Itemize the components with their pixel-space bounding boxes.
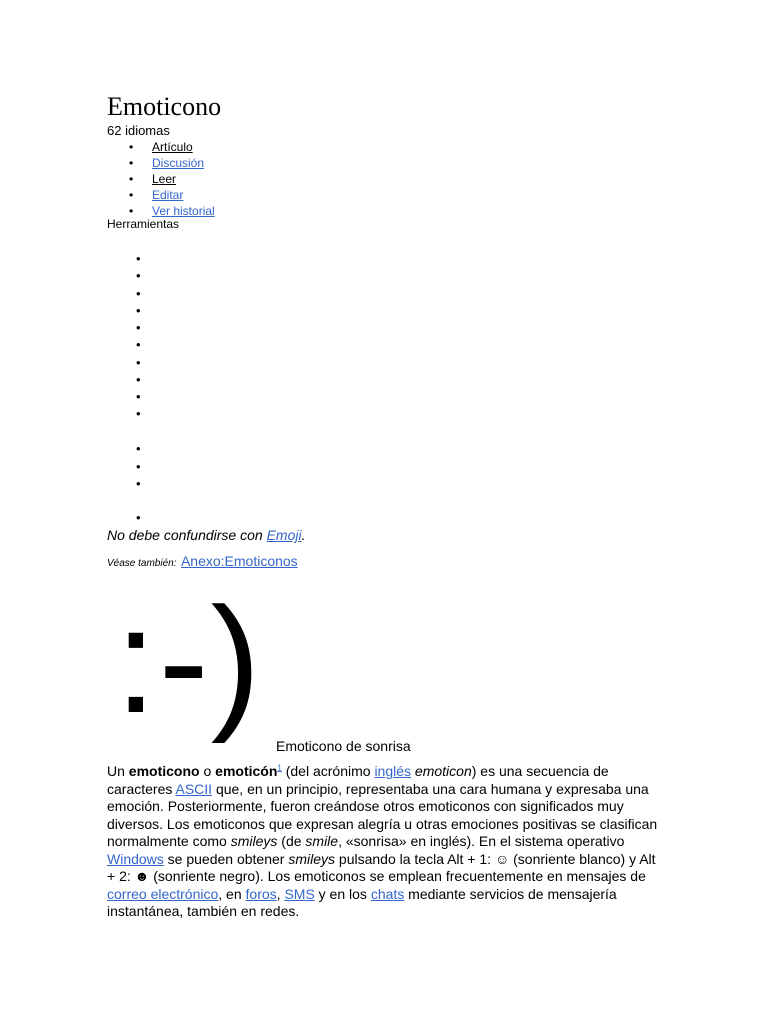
forums-link[interactable]: foros bbox=[245, 885, 277, 902]
text: que, en un principio, representaba una cara humana y expresaba una emoción. Posteriormente, fueron creándose otros emoticonos con significados muy diversos. Los emoticonos que expresan alegría u otras emociones positivas se clasifican normalmente como bbox=[107, 780, 658, 849]
tools-list-item: • bbox=[136, 286, 141, 301]
tab-edit bbox=[107, 187, 215, 203]
hatnote-suffix: . bbox=[301, 527, 306, 543]
tab-discussion-link[interactable]: Discusión bbox=[152, 156, 205, 170]
tools-menu[interactable]: Herramientas bbox=[107, 217, 180, 231]
tools-list-item: • bbox=[136, 303, 141, 318]
text: (del acrónimo bbox=[281, 763, 375, 779]
page-title: Emoticono bbox=[107, 92, 222, 121]
tools-list-item: • bbox=[136, 337, 141, 352]
see-also-link[interactable]: Anexo:Emoticonos bbox=[180, 553, 298, 569]
see-also-label: Véase también: bbox=[107, 558, 177, 569]
text: , bbox=[276, 885, 285, 902]
tab-edit-link[interactable]: Editar bbox=[152, 188, 184, 202]
text: ) es una secuencia de caracteres bbox=[107, 763, 609, 797]
hatnote-prefix: No debe confundirse con bbox=[107, 527, 267, 543]
tab-read-link[interactable]: Leer bbox=[152, 172, 177, 186]
tools-list-item: • bbox=[136, 406, 141, 421]
text: , en bbox=[218, 885, 246, 902]
bold-term: emoticono bbox=[128, 763, 200, 779]
hatnote bbox=[107, 526, 305, 544]
tools-list-item: • bbox=[136, 355, 141, 370]
smiley-emoticon-image: :-) bbox=[115, 576, 263, 744]
text: se pueden obtener bbox=[163, 850, 289, 867]
figure-caption: Emoticono de sonrisa bbox=[276, 738, 411, 754]
page-tabs bbox=[107, 139, 215, 219]
see-also bbox=[107, 552, 298, 573]
italic-term: smileys bbox=[288, 850, 336, 867]
email-link[interactable]: correo electrónico bbox=[107, 885, 219, 902]
english-link[interactable]: inglés bbox=[374, 763, 412, 779]
reference-link[interactable]: 1 bbox=[277, 763, 282, 773]
tools-list-item: • bbox=[136, 510, 141, 525]
tools-list-item: • bbox=[136, 320, 141, 335]
tab-read bbox=[107, 171, 215, 187]
tools-list-item: • bbox=[136, 441, 141, 456]
languages-button[interactable]: 62 idiomas bbox=[107, 123, 170, 138]
tab-discussion bbox=[107, 155, 215, 171]
text: , «sonrisa» en inglés). En el sistema operativo bbox=[338, 833, 625, 849]
windows-link[interactable]: Windows bbox=[107, 850, 164, 867]
ascii-link[interactable]: ASCII bbox=[175, 780, 213, 797]
tools-list-item: • bbox=[136, 251, 141, 266]
sms-link[interactable]: SMS bbox=[284, 885, 315, 902]
italic-term: smileys bbox=[230, 833, 278, 849]
italic-term: smile bbox=[305, 833, 339, 849]
text: o bbox=[199, 763, 216, 779]
tools-list-item: • bbox=[136, 268, 141, 283]
text: mediante servicios de mensajería instantánea, también en redes. bbox=[107, 885, 617, 919]
text: pulsando la tecla Alt + 1: ☺ (sonriente blanco) y Alt + 2: ☻ (sonriente negro). Los emoticonos se emplean frecuentemente en mensajes de bbox=[107, 850, 656, 884]
tab-article bbox=[107, 139, 215, 155]
text: y en los bbox=[314, 885, 371, 902]
emoji-link[interactable]: Emoji bbox=[266, 527, 302, 543]
italic-term: emoticon bbox=[414, 763, 472, 779]
text: Un bbox=[107, 763, 129, 779]
tools-list-item: • bbox=[136, 476, 141, 491]
tools-list-item: • bbox=[136, 372, 141, 387]
tab-history-link[interactable]: Ver historial bbox=[152, 204, 215, 218]
bold-term: emoticón bbox=[215, 763, 278, 779]
tools-list-item: • bbox=[136, 459, 141, 474]
text: (de bbox=[277, 833, 306, 849]
tab-article-link[interactable]: Artículo bbox=[152, 140, 193, 154]
chats-link[interactable]: chats bbox=[370, 885, 405, 902]
tools-list-item: • bbox=[136, 389, 141, 404]
intro-paragraph bbox=[107, 763, 667, 921]
